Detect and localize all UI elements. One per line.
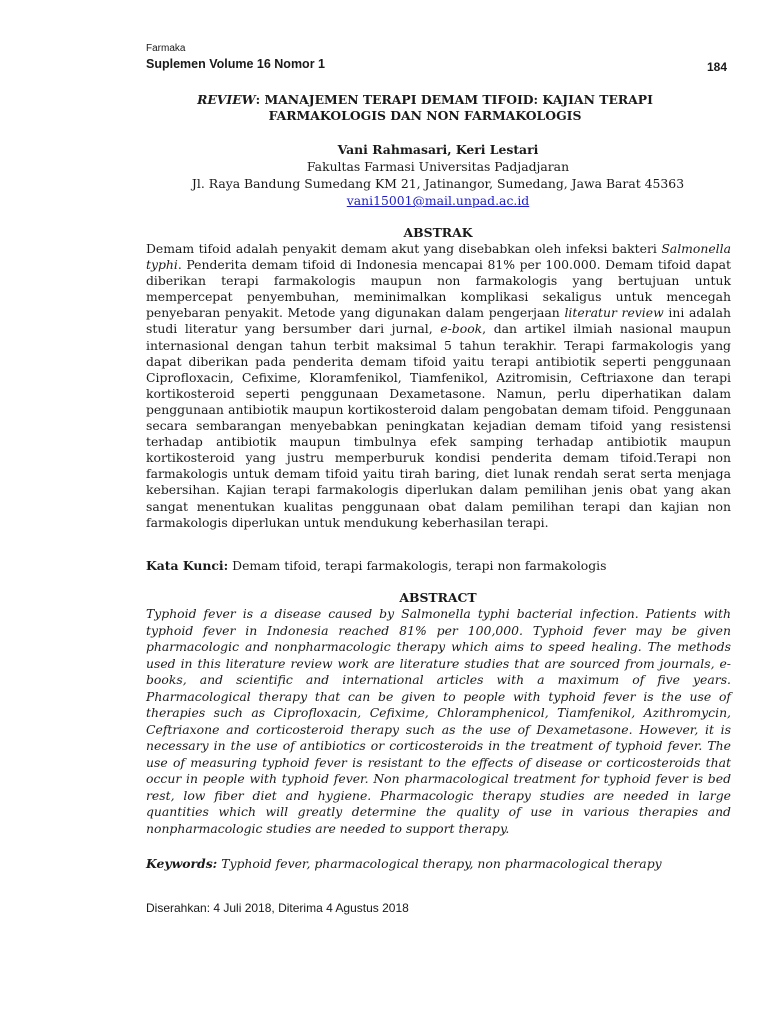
abstrak-italic-2: literatur review (564, 305, 664, 321)
kata-kunci-text: Demam tifoid, terapi farmakologis, terapi non farmakologis (228, 558, 607, 573)
abstrak-text-2: . Penderita demam tifoid di Indonesia mencapai 81% per 100.000. Demam tifoid dapat diberikan terapi farmakologis maupun non farmakologis yang bertujuan untuk mempercepat penyembuhan, meminimalkan komplikasi sekaligus untuk mencegah penyebaran penyakit. Metode yang digunakan dalam pengerjaan (146, 257, 731, 321)
title-review-prefix: REVIEW (197, 92, 256, 107)
abstrak-text-1: Demam tifoid adalah penyakit demam akut yang disebabkan oleh infeksi bakteri (146, 241, 662, 256)
kata-kunci (146, 557, 607, 574)
address: Jl. Raya Bandung Sumedang KM 21, Jatinangor, Sumedang, Jawa Barat 45363 (191, 176, 685, 191)
abstrak-italic-1: Salmonella typhi (146, 241, 731, 273)
journal-name: Farmaka (146, 43, 186, 54)
keywords (146, 855, 662, 872)
authors: Vani Rahmasari, Keri Lestari (337, 142, 539, 157)
email-line (146, 192, 730, 209)
abstrak-text-3: ini adalah studi literatur yang bersumber dari jurnal, (146, 305, 731, 337)
email-link[interactable]: vani15001@mail.unpad.ac.id (346, 193, 530, 208)
kata-kunci-label: Kata Kunci: (146, 558, 229, 573)
title-line-1-rest: : MANAJEMEN TERAPI DEMAM TIFOID: KAJIAN TERAPI (255, 92, 653, 107)
abstrak-body (146, 241, 731, 531)
keywords-text: Typhoid fever, pharmacological therapy, non pharmacological therapy (217, 856, 662, 871)
keywords-label: Keywords: (146, 856, 218, 871)
journal-volume: Suplemen Volume 16 Nomor 1 (146, 57, 325, 71)
affiliation: Fakultas Farmasi Universitas Padjadjaran (306, 159, 570, 174)
abstrak-italic-3: e-book (440, 321, 483, 337)
article-title-line-1 (180, 92, 670, 108)
article-title-line-2: FARMAKOLOGIS DAN NON FARMAKOLOGIS (268, 108, 582, 123)
abstract-heading: ABSTRACT (399, 590, 477, 605)
abstrak-heading: ABSTRAK (403, 225, 473, 240)
submission-dates: Diserahkan: 4 Juli 2018, Diterima 4 Agustus 2018 (146, 901, 409, 915)
abstract-body: Typhoid fever is a disease caused by Salmonella typhi bacterial infection. Patients with typhoid fever in Indonesia reached 81% per 100,000. Typhoid fever may be given pharmacologic and nonpharmacologic therapy which aims to speed healing. The methods used in this literature review work are literature studies that are sourced from journals, e-books, and scientific and international articles with a maximum of five years. Pharmacological therapy that can be given to people with typhoid fever is the use of therapies such as Ciprofloxacin, Cefixime, Chloramphenicol, Tiamfenikol, Azithromycin, Ceftriaxone and corticosteroid therapy such as the use of Dexametasone. However, it is necessary in the use of antibiotics or corticosteroids in the treatment of typhoid fever. The use of measuring typhoid fever is resistant to the effects of disease or corticosteroids that occur in people with typhoid fever. Non pharmacological treatment for typhoid fever is bed rest, low fiber diet and hygiene. Pharmacologic therapy studies are needed in large quantities which will greatly determine the quality of use in various therapies and nonpharmacologic studies are needed to support therapy. (146, 606, 731, 836)
page-number: 184 (707, 60, 728, 74)
abstrak-text-4: , dan artikel ilmiah nasional maupun internasional dengan tahun terbit maksimal 5 tahun terakhir. Terapi farmakologis yang dapat diberikan pada penderita demam tifoid yaitu terapi antibiotik seperti penggunaan Ciprofloxacin, Cefixime, Kloramfenikol, Tiamfenikol, Azitromisin, Ceftriaxone dan terapi kortikosteroid seperti penggunaan Dexametasone. Namun, perlu diperhatikan dalam penggunaan antibiotik maupun kortikosteroid dalam pengobatan demam tifoid. Penggunaan secara sembarangan menyebabkan peningkatan kejadian demam tifoid yang resistensi terhadap antibiotik maupun timbulnya efek samping terhadap antibiotik maupun kortikosteroid yang justru memperburuk kondisi penderita demam tifoid.Terapi non farmakologis untuk demam tifoid yaitu tirah baring, diet lunak rendah serat serta menjaga kebersihan. Kajian terapi farmakologis diperlukan dalam pemilihan jenis obat yang akan sangat menentukan kualitas penggunaan obat dalam pemilihan terapi dan kajian non farmakologis diperlukan untuk mendukung keberhasilan terapi. (146, 321, 731, 530)
